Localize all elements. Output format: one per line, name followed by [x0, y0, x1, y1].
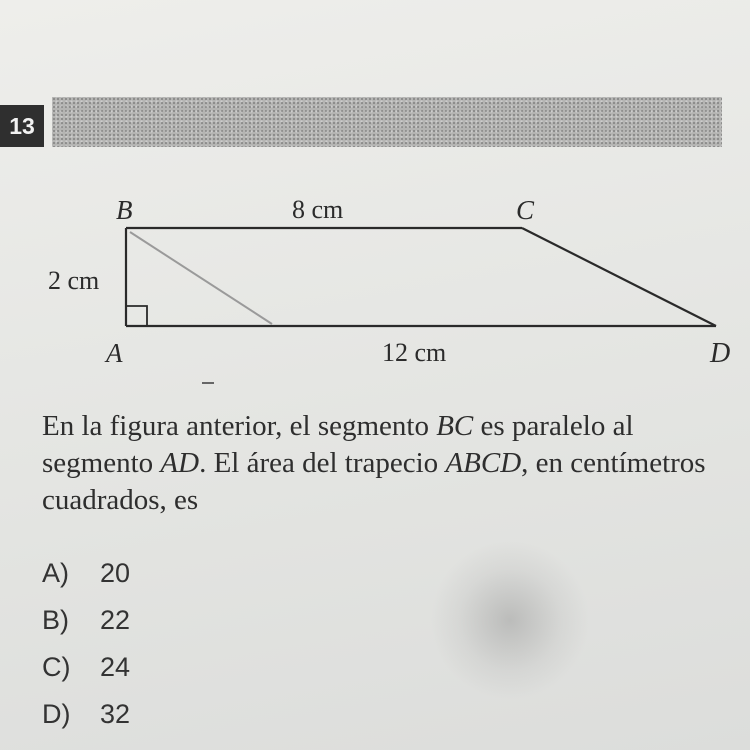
- question-text-part3: . El área del trapecio: [199, 447, 446, 479]
- option-c[interactable]: [42, 644, 130, 691]
- measure-ad: 12 cm: [382, 338, 447, 367]
- question-text: [42, 408, 732, 519]
- vertex-label-d: D: [710, 338, 731, 369]
- option-letter: B): [42, 605, 69, 635]
- option-d[interactable]: [42, 691, 130, 738]
- trapezoid-label: ABCD: [445, 447, 522, 479]
- option-letter: C): [42, 652, 71, 682]
- question-text-part4: , en centímetros cuadrados, es: [42, 447, 706, 516]
- question-number: 13: [0, 105, 44, 147]
- question-text-part1: En la figura anterior, el segmento: [42, 410, 437, 442]
- option-value: 22: [100, 605, 131, 635]
- option-a[interactable]: [42, 550, 130, 597]
- segment-cd: [522, 228, 716, 326]
- segment-bc-label: BC: [436, 410, 474, 442]
- option-letter: D): [42, 699, 71, 729]
- right-angle-marker: [126, 306, 147, 326]
- measure-ab: 2 cm: [48, 266, 100, 295]
- vertex-label-b: B: [116, 195, 133, 225]
- diagonal-line: [130, 232, 272, 324]
- vertex-label-a: A: [106, 338, 123, 368]
- option-value: 32: [100, 699, 131, 729]
- option-b[interactable]: [42, 597, 130, 644]
- vertex-label-c: C: [516, 195, 535, 225]
- question-text-part2: es paralelo al segmento: [42, 410, 634, 479]
- option-value: 24: [100, 652, 131, 682]
- page-shadow: [430, 540, 590, 700]
- option-letter: A): [42, 558, 69, 588]
- answer-options: [42, 550, 130, 738]
- measure-bc: 8 cm: [292, 195, 344, 224]
- segment-ad-label: AD: [160, 447, 200, 479]
- option-value: 20: [100, 558, 131, 588]
